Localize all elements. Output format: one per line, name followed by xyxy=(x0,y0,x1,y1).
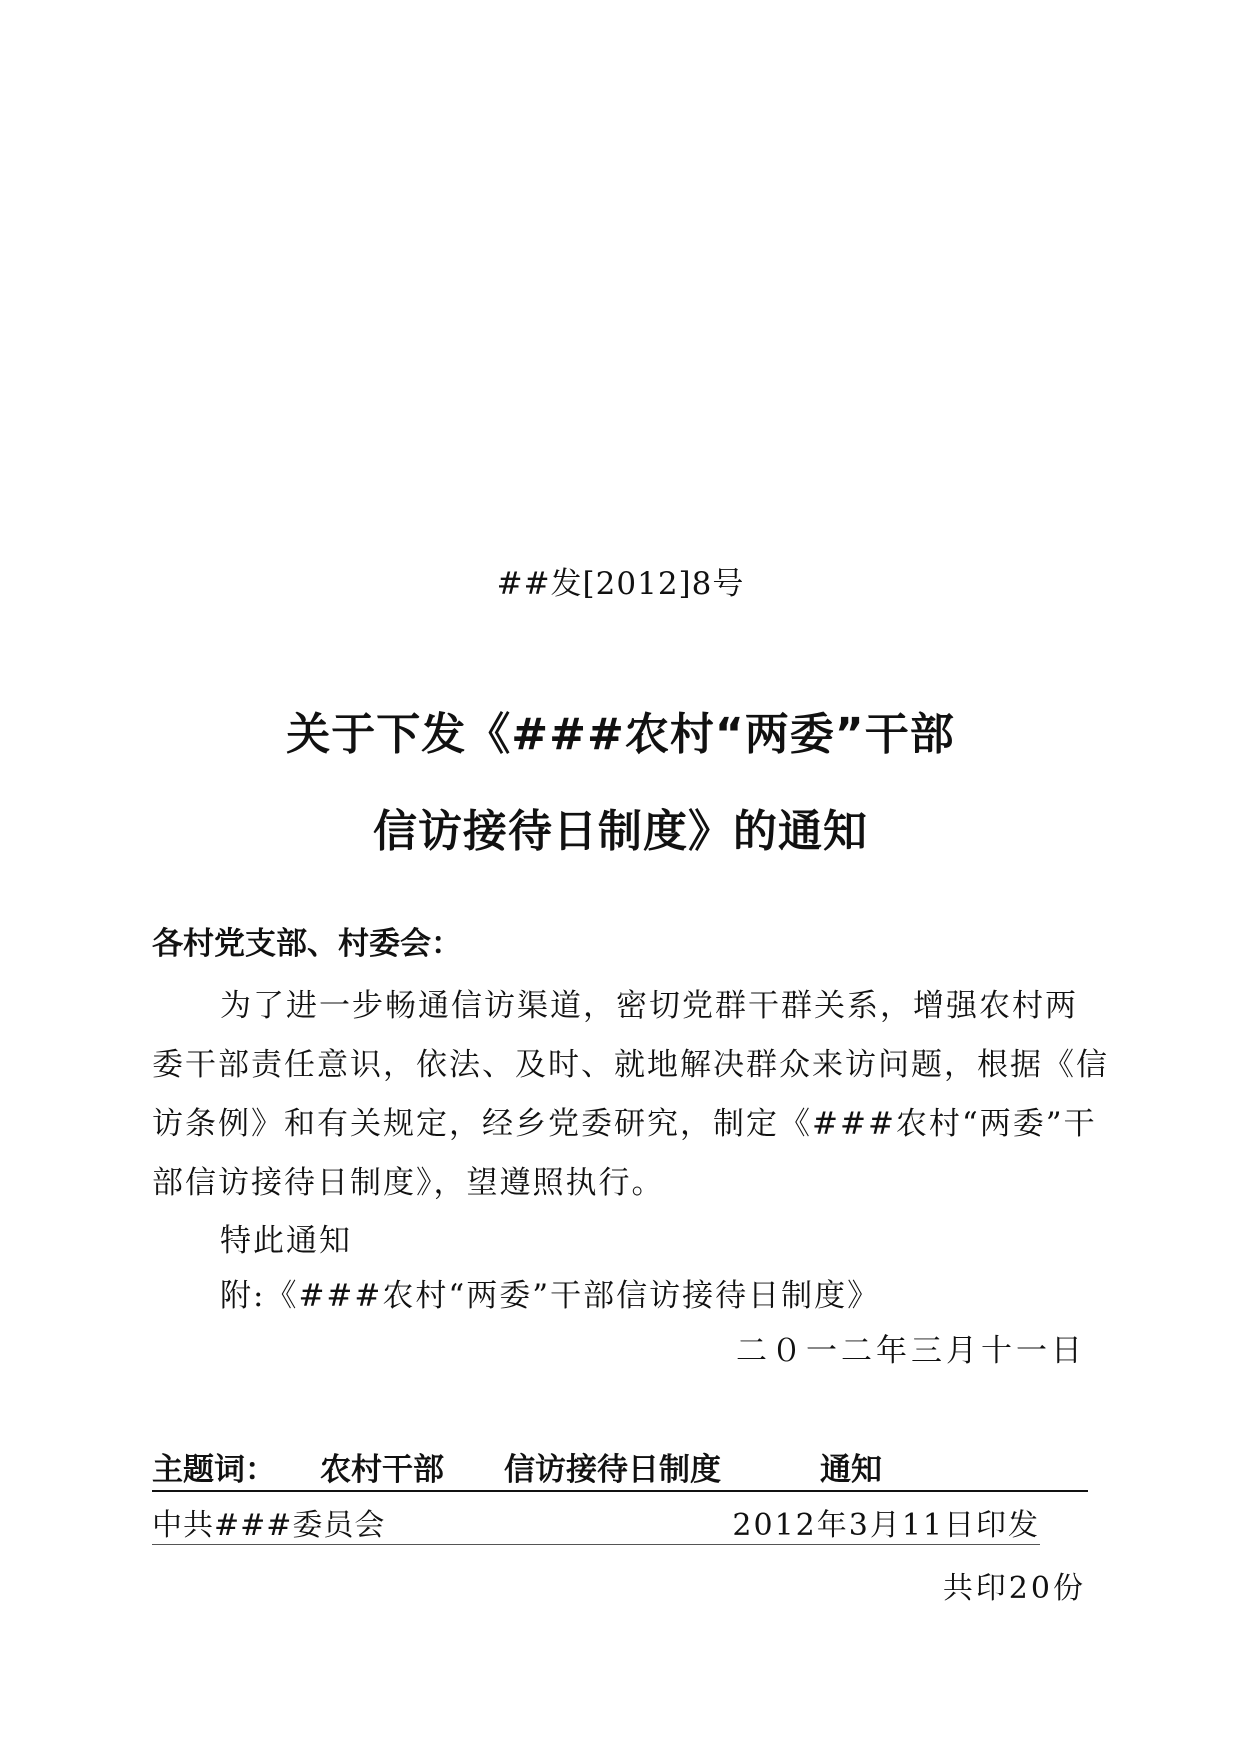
keywords-row xyxy=(152,1444,1088,1492)
body-paragraph-line: 委干部责任意识，依法、及时、就地解决群众来访问题，根据《信 xyxy=(152,1047,1109,1083)
keyword: 信访接待日制度 xyxy=(504,1452,721,1488)
keyword: 农村干部 xyxy=(320,1452,444,1488)
body-paragraph-line: 为了进一步畅通信访渠道，密切党群干群关系，增强农村两 xyxy=(220,988,1078,1024)
document-number: ##发[2012]8号 xyxy=(496,566,745,602)
keywords-label: 主题词： xyxy=(152,1452,276,1488)
copies-count: 共印20份 xyxy=(942,1571,1086,1606)
issuer-row xyxy=(152,1500,1040,1545)
signature-date: 二０一二年三月十一日 xyxy=(736,1333,1086,1369)
body-paragraph-line: 部信访接待日制度》，望遵照执行。 xyxy=(152,1165,665,1201)
document-title-line-1: 关于下发《###农村“两委”干部 xyxy=(286,709,955,760)
document-title-line-2: 信访接待日制度》的通知 xyxy=(373,806,868,857)
keyword: 通知 xyxy=(820,1452,882,1488)
salutation: 各村党支部、村委会： xyxy=(152,926,462,962)
printed-date: 2012年3月11日印发 xyxy=(732,1508,1040,1543)
issuer-name: 中共###委员会 xyxy=(152,1508,386,1543)
notice-line: 特此通知 xyxy=(220,1223,352,1259)
body-paragraph-line: 访条例》和有关规定，经乡党委研究，制定《###农村“两委”干 xyxy=(152,1106,1097,1142)
attachment-line: 附:《###农村“两委”干部信访接待日制度》 xyxy=(220,1278,881,1314)
